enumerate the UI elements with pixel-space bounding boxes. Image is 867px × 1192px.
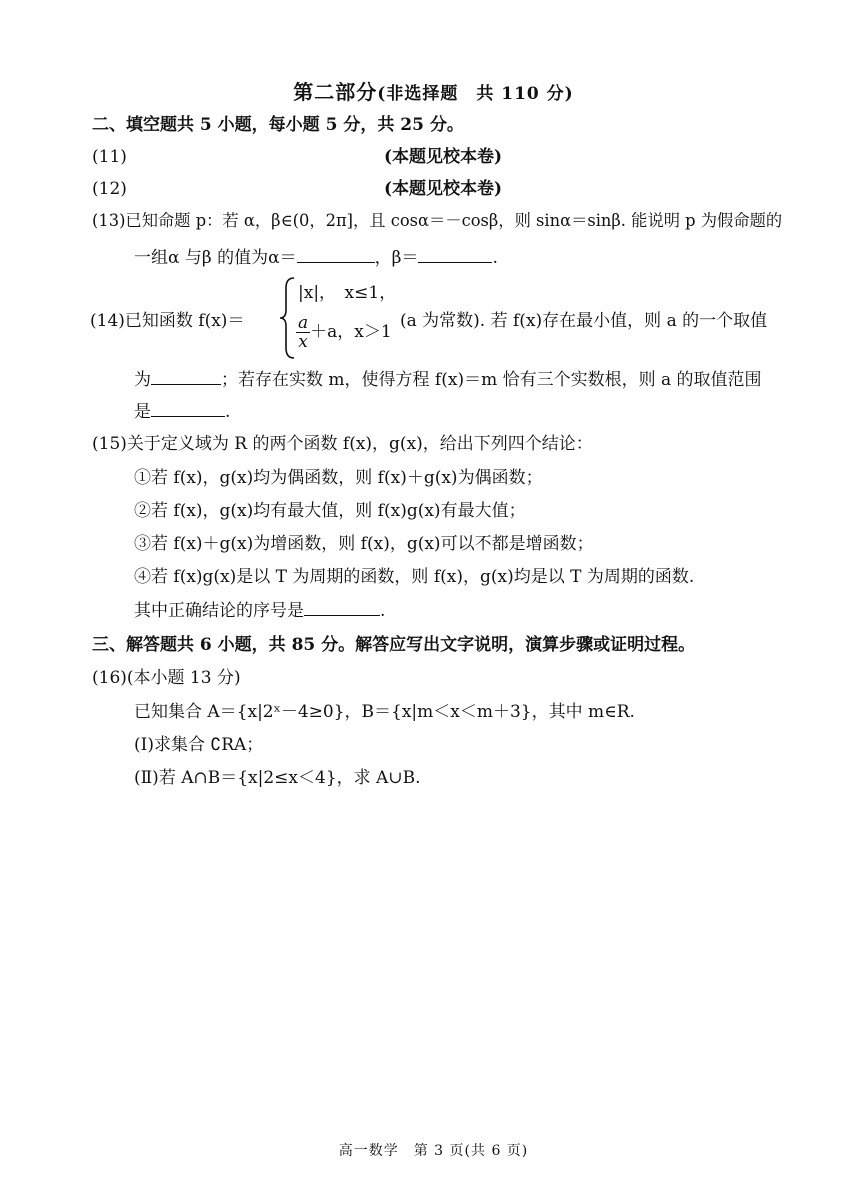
q15-item-3: ③若 f(x)＋g(x)为增函数，则 f(x)，g(x)可以不都是增函数；	[134, 534, 594, 554]
q14-piecewise	[90, 276, 850, 360]
left-brace-icon	[278, 276, 298, 360]
q14-line3-b: .	[225, 402, 231, 422]
q13-line2	[134, 246, 498, 269]
q15-item-4: ④若 f(x)g(x)是以 T 为周期的函数，则 f(x)，g(x)均是以 T 为周期的函数.	[134, 567, 695, 587]
part2-header: 二、填空题共 5 小题，每小题 5 分，共 25 分。	[92, 115, 464, 135]
q16-part1: (Ⅰ)求集合 ∁RA；	[134, 735, 264, 755]
q14-frac-num: a	[298, 313, 309, 333]
q14-line2-b: ；若存在实数 m，使得方程 f(x)＝m 恰有三个实数根，则 a 的取值范围	[221, 370, 762, 390]
q14-case2	[296, 314, 392, 351]
q14-line2	[134, 368, 762, 391]
q16-given: 已知集合 A＝{x|2ˣ－4≥0}，B＝{x|m＜x＜m＋3}，其中 m∈R.	[134, 702, 635, 722]
q12-number: (12)	[92, 179, 127, 199]
section-title-main: 第二部分	[293, 80, 378, 104]
q13-line2-b: ，β＝	[374, 248, 419, 268]
q13-beta-blank	[418, 246, 492, 263]
q16-part2: (Ⅱ)若 A∩B＝{x|2≤x＜4}，求 A∪B.	[134, 768, 421, 788]
q16-number: (16)(本小题 13 分)	[92, 668, 241, 688]
q13-line2-c: .	[492, 248, 498, 268]
section-title-sub: (非选择题 共 110 分)	[377, 84, 574, 104]
q11-number: (11)	[92, 147, 127, 167]
q14-line2-a: 为	[134, 370, 151, 390]
q12-note: (本题见校本卷)	[384, 179, 503, 199]
section-title	[0, 76, 867, 105]
q13-alpha-blank	[297, 246, 375, 263]
q15-conclusion-b: .	[380, 601, 386, 621]
q14-min-blank	[151, 368, 221, 385]
part3-header: 三、解答题共 6 小题，共 85 分。解答应写出文字说明，演算步骤或证明过程。	[92, 635, 696, 655]
q14-suffix: (a 为常数). 若 f(x)存在最小值，则 a 的一个取值	[400, 311, 768, 331]
q15-answer-blank	[304, 599, 380, 616]
q14-case2-rest: ＋a，x＞1	[310, 322, 392, 342]
q13-line1: (13)已知命题 p：若 α，β∈(0，2π]，且 cosα＝－cosβ，则 sinα＝sinβ. 能说明 p 为假命题的	[92, 211, 783, 230]
page-footer: 高一数学 第 3 页(共 6 页)	[338, 1143, 529, 1159]
q14-prefix: (14)已知函数 f(x)＝	[90, 311, 245, 331]
q14-frac-den: x	[298, 332, 308, 352]
q14-case1: |x|， x≤1，	[298, 283, 397, 303]
q14-range-blank	[151, 400, 225, 417]
q14-fraction	[296, 314, 310, 351]
q15-conclusion-a: 其中正确结论的序号是	[134, 601, 304, 621]
q15-intro: (15)关于定义域为 R 的两个函数 f(x)，g(x)，给出下列四个结论：	[92, 434, 593, 454]
q15-item-1: ①若 f(x)，g(x)均为偶函数，则 f(x)＋g(x)为偶函数；	[134, 468, 543, 488]
q14-line3-a: 是	[134, 402, 151, 422]
q15-item-2: ②若 f(x)，g(x)均有最大值，则 f(x)g(x)有最大值；	[134, 501, 526, 521]
q15-conclusion	[134, 599, 385, 622]
q11-note: (本题见校本卷)	[384, 147, 503, 167]
q14-line3	[134, 400, 230, 423]
q13-line2-a: 一组α 与β 的值为α＝	[134, 248, 297, 268]
